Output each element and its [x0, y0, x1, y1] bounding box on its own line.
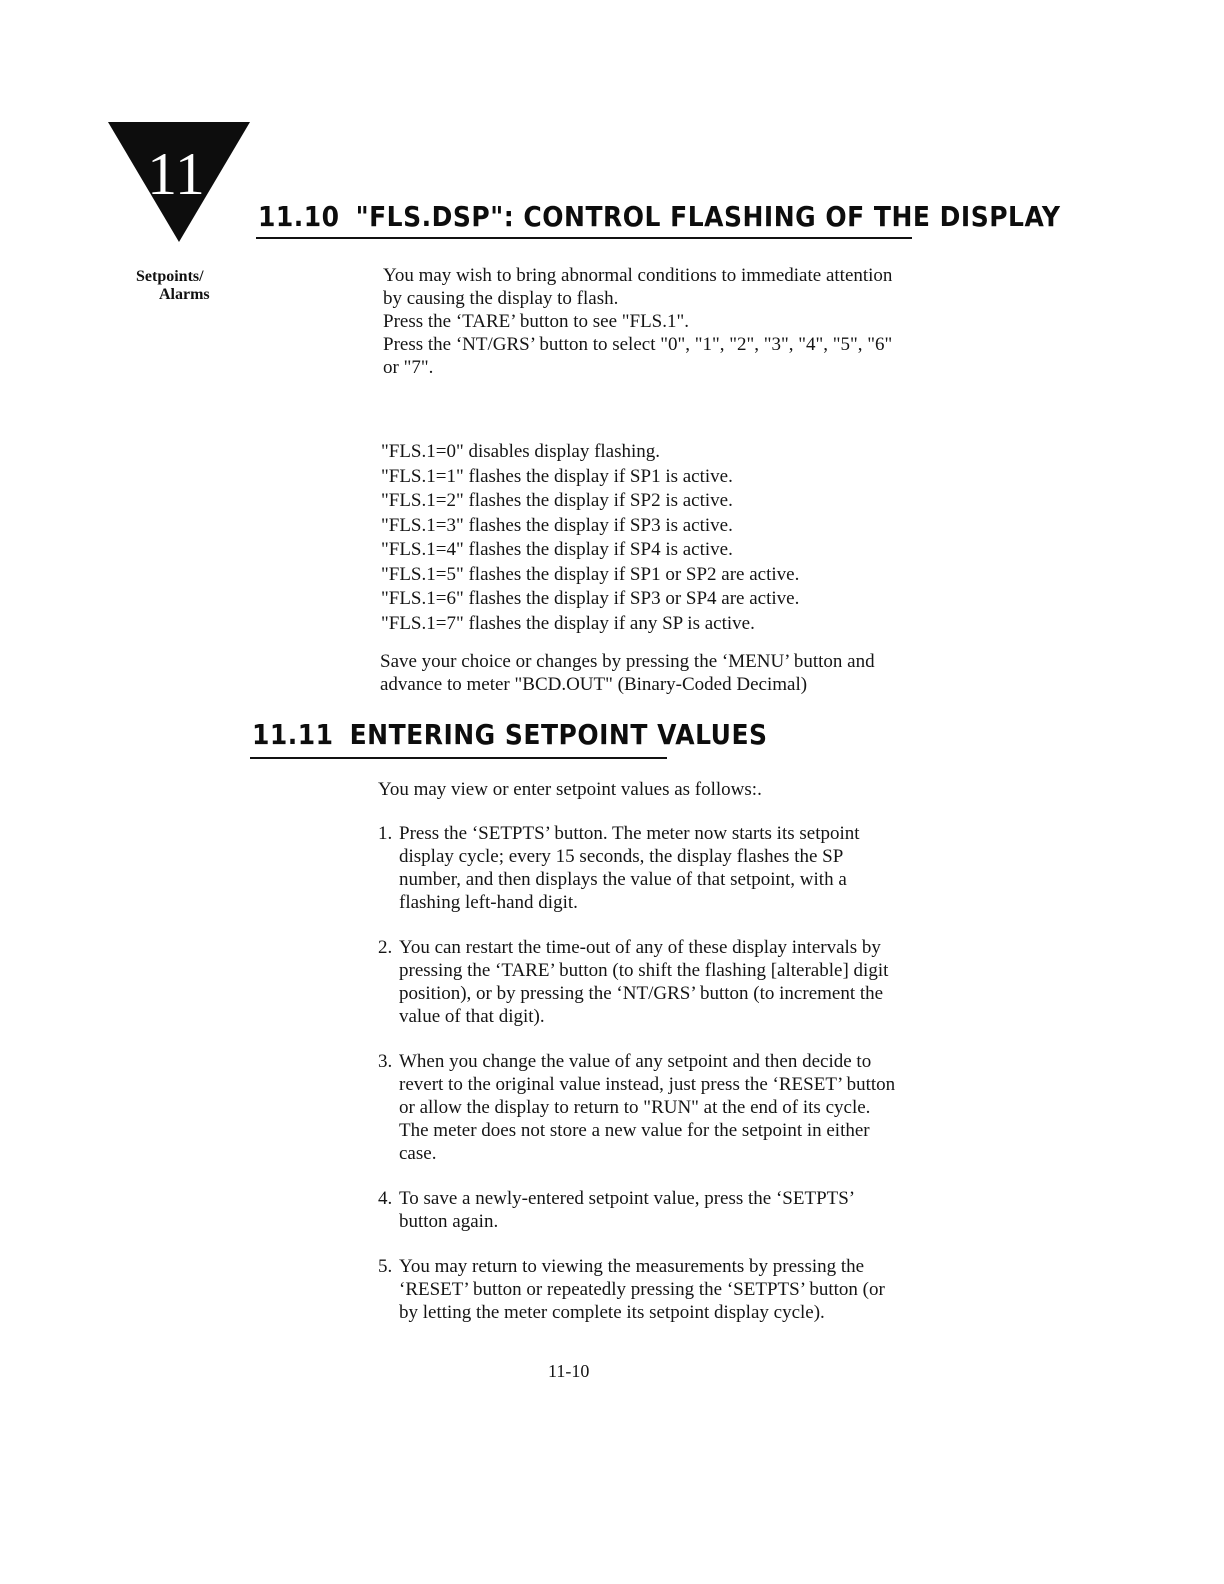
step-line: When you change the value of any setpoint and then decide to	[399, 1051, 872, 1072]
chapter-badge	[108, 122, 250, 242]
step-line: You can restart the time-out of any of these display intervals by	[399, 937, 881, 958]
save-line: advance to meter "BCD.OUT" (Binary-Coded Decimal)	[380, 674, 808, 695]
step-line: by letting the meter complete its setpoint display cycle).	[399, 1302, 825, 1323]
section-1010-rule	[256, 237, 912, 239]
intro-line: You may wish to bring abnormal conditions to immediate attention	[383, 265, 893, 286]
step-item	[378, 822, 978, 914]
fls-option: "FLS.1=4" flashes the display if SP4 is active.	[381, 539, 733, 560]
intro-line: Press the ‘TARE’ button to see "FLS.1".	[383, 311, 690, 332]
chapter-number: 11	[147, 141, 205, 207]
step-item	[378, 1187, 978, 1233]
step-number: 5.	[378, 1256, 393, 1277]
section-label-line1: Setpoints/	[136, 268, 204, 285]
section-1011-number: 11.11	[252, 718, 334, 751]
step-line: The meter does not store a new value for the setpoint in either	[399, 1120, 870, 1141]
step-number: 1.	[378, 823, 393, 844]
section-1010-heading	[258, 200, 1061, 232]
intro-line: by causing the display to flash.	[383, 288, 619, 309]
step-line: ‘RESET’ button or repeatedly pressing the ‘SETPTS’ button (or	[399, 1279, 885, 1300]
step-line: Press the ‘SETPTS’ button. The meter now starts its setpoint	[399, 823, 860, 844]
section-1010-title: "FLS.DSP": CONTROL FLASHING OF THE DISPLAY	[355, 200, 1061, 233]
step-item	[378, 936, 978, 1028]
intro-line: Press the ‘NT/GRS’ button to select "0", "1", "2", "3", "4", "5", "6"	[383, 334, 893, 355]
step-line: case.	[399, 1143, 437, 1164]
step-item	[378, 1050, 978, 1165]
section-1010-save	[380, 650, 875, 696]
step-number: 4.	[378, 1188, 393, 1209]
step-line: or allow the display to return to "RUN" at the end of its cycle.	[399, 1097, 871, 1118]
section-1011-heading	[252, 718, 768, 750]
fls-option: "FLS.1=2" flashes the display if SP2 is active.	[381, 490, 733, 511]
fls-option: "FLS.1=7" flashes the display if any SP is active.	[381, 612, 755, 634]
intro-line: or "7".	[383, 357, 434, 378]
step-line: pressing the ‘TARE’ button (to shift the flashing [alterable] digit	[399, 960, 889, 981]
step-line: You may return to viewing the measurements by pressing the	[399, 1256, 865, 1277]
step-number: 2.	[378, 937, 393, 958]
section-1011-intro	[378, 778, 762, 801]
section-1010-number: 11.10	[258, 200, 340, 233]
section-1011-intro-text: You may view or enter setpoint values as follows:.	[378, 779, 762, 800]
step-line: To save a newly-entered setpoint value, press the ‘SETPTS’	[399, 1188, 856, 1209]
section-1010-intro	[383, 264, 892, 379]
step-item	[378, 1255, 978, 1324]
fls-option: "FLS.1=3" flashes the display if SP3 is active.	[381, 514, 733, 536]
fls-options-list	[381, 440, 799, 636]
step-line: button again.	[399, 1211, 499, 1232]
section-label-line2: Alarms	[159, 286, 210, 303]
setpoint-steps-list	[378, 822, 978, 1346]
chapter-triangle-icon	[108, 122, 250, 242]
fls-option: "FLS.1=5" flashes the display if SP1 or SP2 are active.	[381, 563, 800, 585]
section-1011-rule	[250, 757, 667, 759]
save-line: Save your choice or changes by pressing the ‘MENU’ button and	[380, 651, 875, 672]
step-line: value of that digit).	[399, 1006, 545, 1027]
fls-option: "FLS.1=0" disables display flashing.	[381, 441, 661, 462]
fls-option: "FLS.1=1" flashes the display if SP1 is active.	[381, 465, 733, 487]
step-line: revert to the original value instead, just press the ‘RESET’ button	[399, 1074, 896, 1095]
step-number: 3.	[378, 1051, 393, 1072]
fls-option: "FLS.1=6" flashes the display if SP3 or SP4 are active.	[381, 588, 800, 609]
section-label	[136, 268, 256, 304]
step-line: number, and then displays the value of that setpoint, with a	[399, 869, 847, 890]
section-1011-title: ENTERING SETPOINT VALUES	[349, 718, 768, 751]
step-line: position), or by pressing the ‘NT/GRS’ button (to increment the	[399, 983, 884, 1004]
step-line: display cycle; every 15 seconds, the display flashes the SP	[399, 846, 844, 867]
step-line: flashing left-hand digit.	[399, 892, 578, 913]
page-number: 11-10	[548, 1361, 590, 1381]
